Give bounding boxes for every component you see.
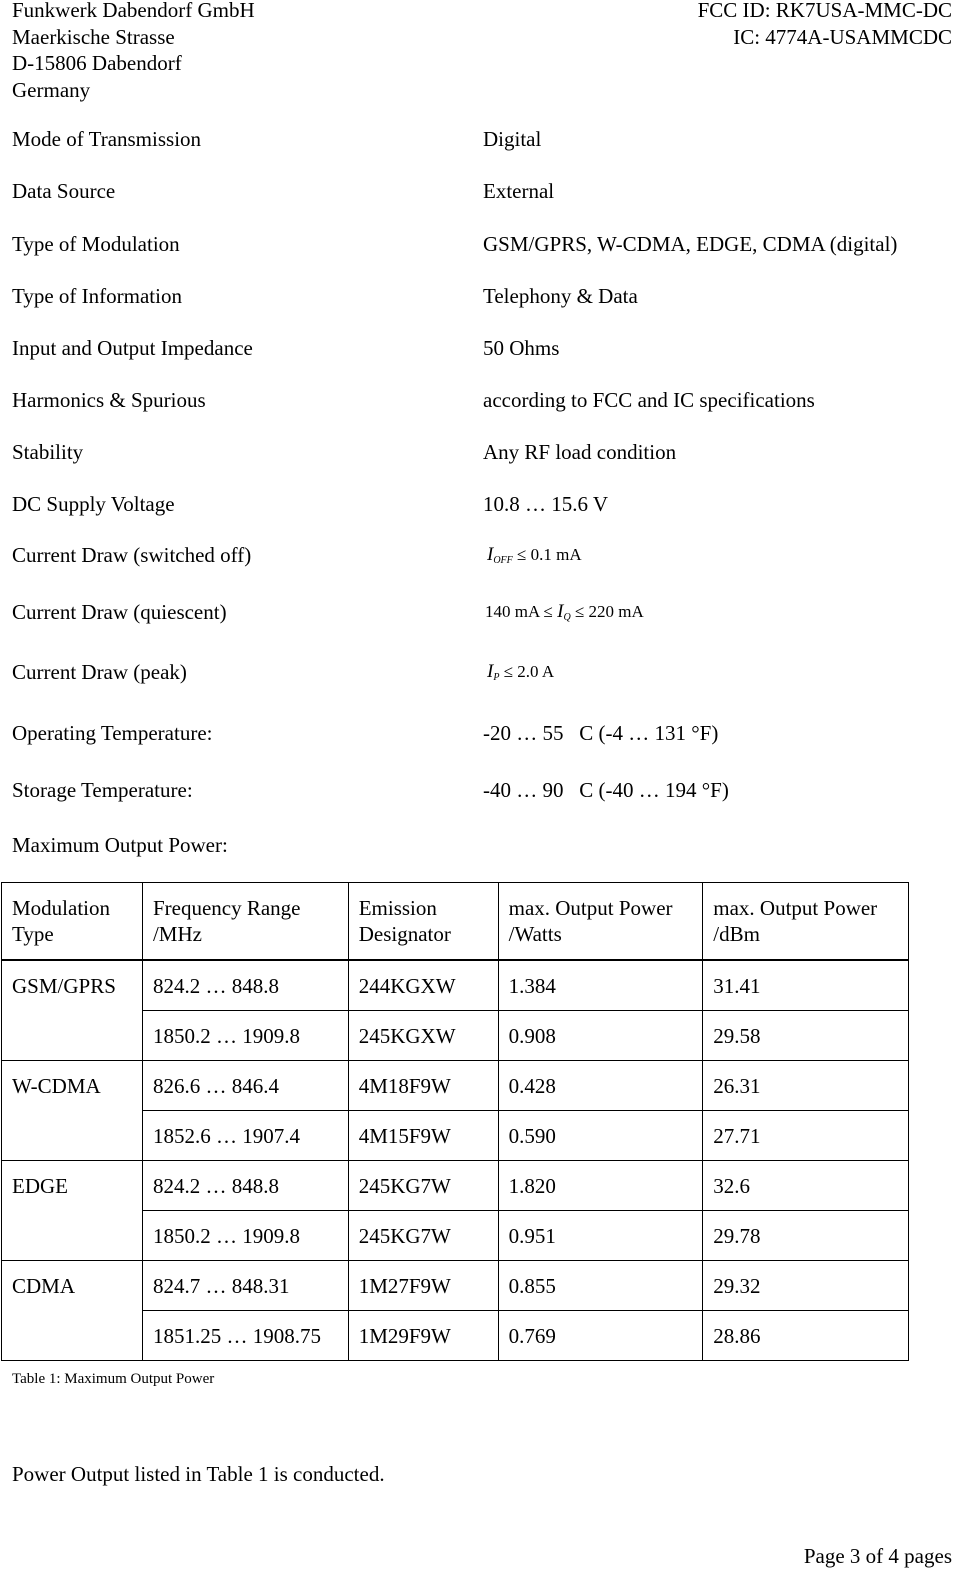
dbm-cell: 28.86 — [703, 1311, 909, 1361]
watts-cell: 0.951 — [498, 1211, 703, 1261]
spec-value: Telephony & Data — [483, 284, 638, 308]
spec-value: Digital — [483, 127, 542, 151]
frequency-cell: 824.2 … 848.8 — [142, 1161, 348, 1211]
formula-symbol: I — [557, 601, 564, 622]
header-emission-designator: Emission Designator — [348, 883, 498, 961]
dbm-cell: 31.41 — [703, 960, 909, 1011]
dbm-cell: 26.31 — [703, 1061, 909, 1111]
frequency-cell: 1851.25 … 1908.75 — [142, 1311, 348, 1361]
designator-cell: 1M27F9W — [348, 1261, 498, 1311]
spec-value: -40 … 90 C (-40 … 194 °F) — [483, 778, 729, 802]
spec-label: Mode of Transmission — [12, 127, 202, 151]
formula-symbol: I — [487, 544, 494, 565]
frequency-cell: 1850.2 … 1909.8 — [142, 1211, 348, 1261]
header-power-dbm: max. Output Power /dBm — [703, 883, 909, 961]
dbm-cell: 29.32 — [703, 1261, 909, 1311]
designator-cell: 4M18F9W — [348, 1061, 498, 1111]
spec-label: Data Source — [12, 179, 116, 203]
formula-subscript: Q — [563, 612, 571, 623]
spec-label: DC Supply Voltage — [12, 492, 175, 516]
watts-cell: 0.428 — [498, 1061, 703, 1111]
spec-value: -20 … 55 C (-4 … 131 °F) — [483, 721, 719, 745]
fcc-id: FCC ID: RK7USA-MMC-DC — [697, 0, 952, 22]
header-modulation-type: Modulation Type — [2, 883, 143, 961]
table-row — [2, 1061, 909, 1111]
spec-label: Current Draw (switched off) — [12, 543, 252, 567]
frequency-cell: 1850.2 … 1909.8 — [142, 1011, 348, 1061]
watts-cell: 0.590 — [498, 1111, 703, 1161]
watts-cell: 0.908 — [498, 1011, 703, 1061]
spec-value: External — [483, 179, 555, 203]
spec-value: 10.8 … 15.6 V — [483, 492, 609, 516]
formula-prefix: 140 mA ≤ — [485, 602, 558, 621]
table-row — [2, 1161, 909, 1211]
spec-label: Current Draw (peak) — [12, 660, 187, 684]
country: Germany — [12, 77, 91, 102]
formula-current-peak — [487, 659, 554, 691]
spec-label: Harmonics & Spurious — [12, 388, 206, 412]
spec-label: Type of Information — [12, 284, 182, 308]
spec-value: according to FCC and IC specifications — [483, 388, 815, 412]
formula-subscript: P — [493, 672, 500, 683]
frequency-cell: 824.7 … 848.31 — [142, 1261, 348, 1311]
table-row — [2, 960, 909, 1011]
page-number: Page 3 of 4 pages — [803, 1544, 952, 1568]
formula-subscript: OFF — [493, 555, 513, 566]
spec-label: Storage Temperature: — [12, 778, 193, 802]
spec-value: 50 Ohms — [483, 336, 560, 360]
designator-cell: 245KGXW — [348, 1011, 498, 1061]
max-output-power-table — [1, 882, 909, 1361]
formula-relation: ≤ 0.1 mA — [512, 545, 582, 564]
city: D-15806 Dabendorf — [12, 51, 182, 75]
designator-cell: 245KG7W — [348, 1211, 498, 1261]
watts-cell: 0.855 — [498, 1261, 703, 1311]
designator-cell: 245KG7W — [348, 1161, 498, 1211]
certification-ids — [698, 0, 952, 50]
company-name: Funkwerk Dabendorf GmbH — [12, 0, 255, 22]
header-power-watts: max. Output Power /Watts — [498, 883, 703, 961]
formula-current-off — [487, 542, 582, 574]
frequency-cell: 1852.6 … 1907.4 — [142, 1111, 348, 1161]
watts-cell: 1.384 — [498, 960, 703, 1011]
power-note: Power Output listed in Table 1 is conducted. — [12, 1462, 385, 1486]
spec-value: Any RF load condition — [483, 440, 677, 464]
modulation-cell: EDGE — [2, 1161, 143, 1261]
modulation-cell: CDMA — [2, 1261, 143, 1361]
spec-label: Input and Output Impedance — [12, 336, 253, 360]
company-address — [12, 0, 255, 103]
table-row — [2, 1261, 909, 1311]
frequency-cell: 824.2 … 848.8 — [142, 960, 348, 1011]
formula-symbol: I — [487, 661, 494, 682]
spec-label: Operating Temperature: — [12, 721, 213, 745]
dbm-cell: 29.78 — [703, 1211, 909, 1261]
street: Maerkische Strasse — [12, 24, 175, 49]
table-header-row — [2, 883, 909, 961]
designator-cell: 244KGXW — [348, 960, 498, 1011]
dbm-cell: 27.71 — [703, 1111, 909, 1161]
modulation-cell: W-CDMA — [2, 1061, 143, 1161]
spec-value: GSM/GPRS, W-CDMA, EDGE, CDMA (digital) — [483, 232, 898, 256]
spec-label: Maximum Output Power: — [12, 833, 228, 857]
dbm-cell: 29.58 — [703, 1011, 909, 1061]
designator-cell: 4M15F9W — [348, 1111, 498, 1161]
formula-relation: ≤ 220 mA — [570, 602, 644, 621]
table-caption: Table 1: Maximum Output Power — [12, 1371, 215, 1387]
formula-current-quiescent — [485, 599, 644, 631]
spec-label: Type of Modulation — [12, 232, 180, 256]
frequency-cell: 826.6 … 846.4 — [142, 1061, 348, 1111]
spec-label: Current Draw (quiescent) — [12, 600, 227, 624]
designator-cell: 1M29F9W — [348, 1311, 498, 1361]
ic-id: IC: 4774A-USAMMCDC — [733, 24, 952, 49]
watts-cell: 0.769 — [498, 1311, 703, 1361]
spec-label: Stability — [12, 440, 84, 464]
modulation-cell: GSM/GPRS — [2, 960, 143, 1061]
formula-relation: ≤ 2.0 A — [499, 662, 555, 681]
header-frequency-range: Frequency Range /MHz — [142, 883, 348, 961]
watts-cell: 1.820 — [498, 1161, 703, 1211]
dbm-cell: 32.6 — [703, 1161, 909, 1211]
